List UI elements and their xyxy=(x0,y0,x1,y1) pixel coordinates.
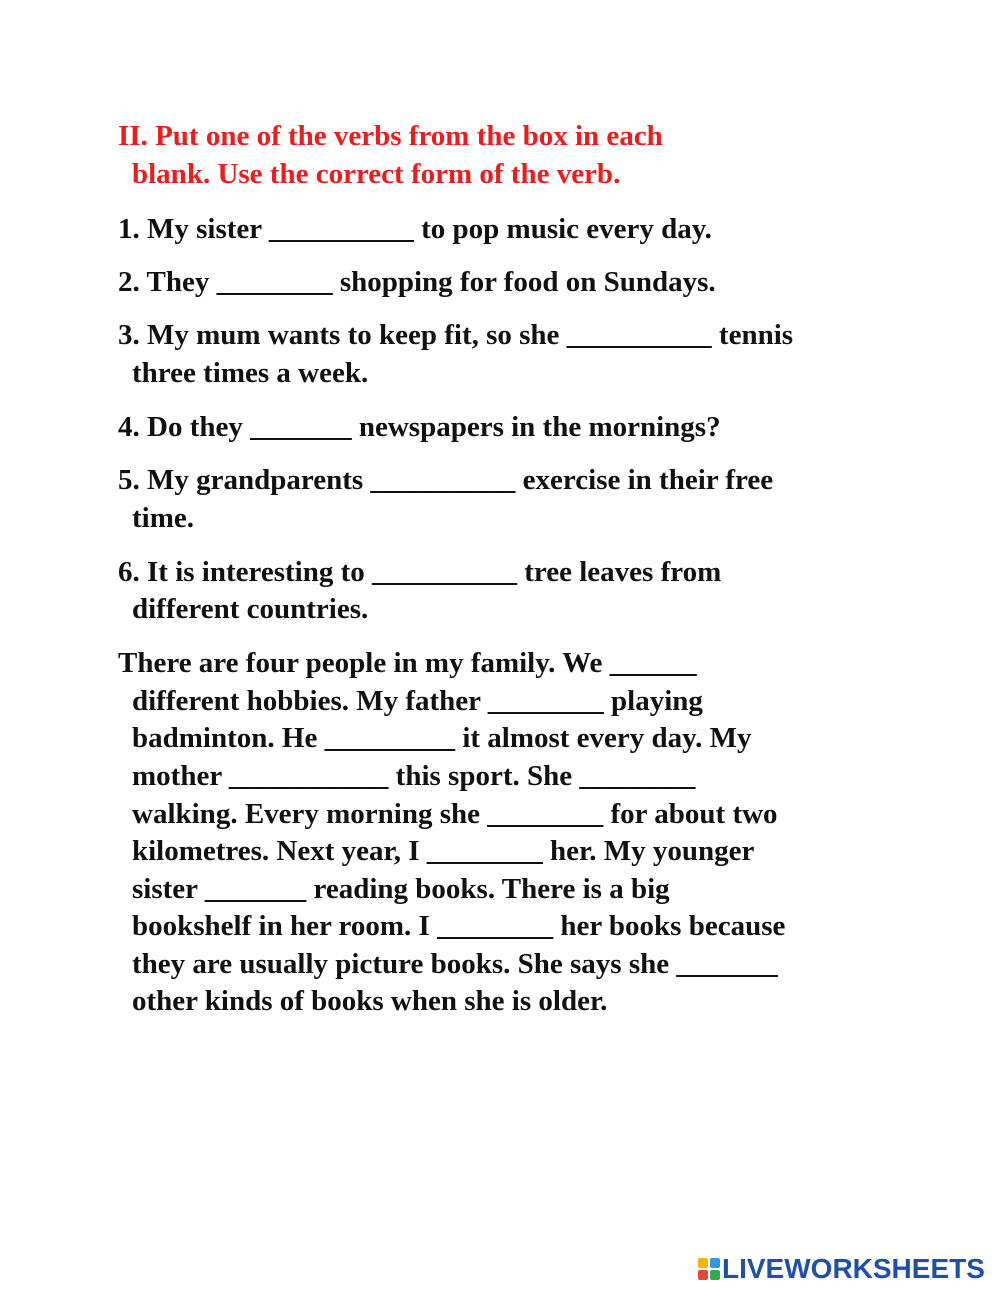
question-1: 1. My sister __________ to pop music every day. xyxy=(118,213,712,245)
question-3-line-1: 3. My mum wants to keep fit, so she __________ tennis xyxy=(118,319,794,351)
question-4: 4. Do they _______ newspapers in the mornings? xyxy=(118,411,721,443)
instruction-line-2: blank. Use the correct form of the verb. xyxy=(132,158,621,190)
paragraph-line-5: walking. Every morning she ________ for about two xyxy=(132,798,778,830)
paragraph-line-10: other kinds of books when she is older. xyxy=(132,985,608,1017)
question-5-line-1: 5. My grandparents __________ exercise in their free xyxy=(118,464,774,496)
question-2: 2. They ________ shopping for food on Sundays. xyxy=(118,266,716,298)
paragraph-line-8: bookshelf in her room. I ________ her books because xyxy=(132,910,786,942)
liveworksheets-logo-icon xyxy=(698,1258,720,1280)
question-3-line-2: three times a week. xyxy=(132,357,369,389)
instruction-line-1: II. Put one of the verbs from the box in each xyxy=(118,120,663,152)
question-6-line-2: different countries. xyxy=(132,593,369,625)
question-6-line-1: 6. It is interesting to __________ tree leaves from xyxy=(118,556,722,588)
logo-text: LIVEWORKSHEETS xyxy=(722,1253,985,1284)
paragraph-line-7: sister _______ reading books. There is a big xyxy=(132,873,670,905)
paragraph-line-9: they are usually picture books. She says she _______ xyxy=(132,948,778,980)
paragraph-line-2: different hobbies. My father ________ playing xyxy=(132,685,703,717)
question-5-line-2: time. xyxy=(132,502,194,534)
logo-square-yellow xyxy=(698,1258,708,1268)
paragraph-line-4: mother ___________ this sport. She ________ xyxy=(132,760,696,792)
logo-square-blue xyxy=(710,1258,720,1268)
paragraph-line-3: badminton. He _________ it almost every day. My xyxy=(132,722,752,754)
paragraph-line-6: kilometres. Next year, I ________ her. My younger xyxy=(132,835,755,867)
paragraph-line-1: There are four people in my family. We ______ xyxy=(118,647,697,679)
logo-square-green xyxy=(710,1270,720,1280)
logo-square-red xyxy=(698,1270,708,1280)
liveworksheets-logo xyxy=(698,1254,985,1284)
